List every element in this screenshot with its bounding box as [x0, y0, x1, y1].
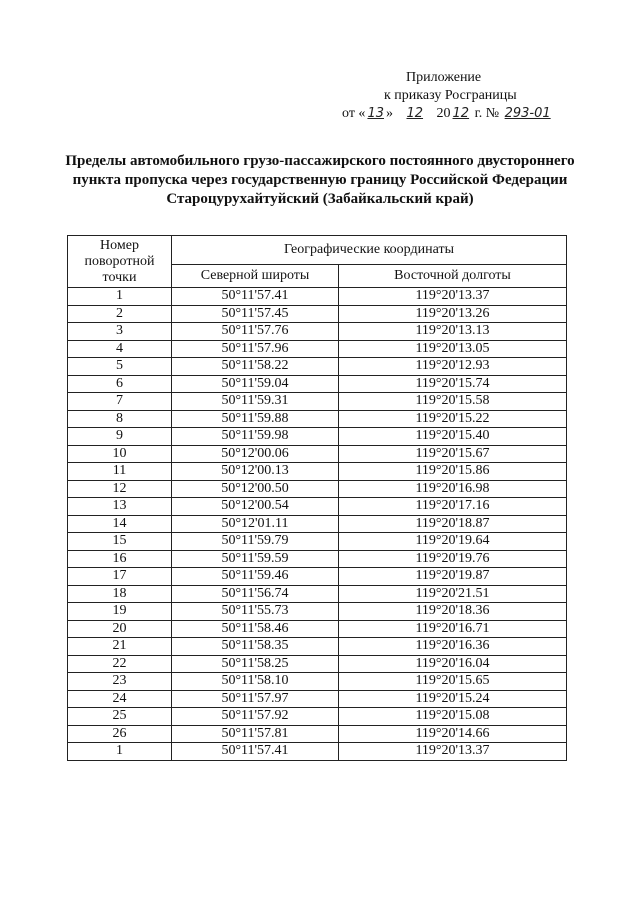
- point-number-cell: 6: [68, 375, 172, 393]
- latitude-cell: 50°11'59.46: [172, 568, 339, 586]
- latitude-cell: 50°11'57.41: [172, 743, 339, 761]
- latitude-cell: 50°12'01.11: [172, 515, 339, 533]
- latitude-cell: 50°11'57.41: [172, 288, 339, 306]
- title-line-3: Староцурухайтуйский (Забайкальский край): [166, 191, 474, 207]
- table-row: [68, 673, 567, 691]
- longitude-cell: 119°20'19.87: [339, 568, 567, 586]
- longitude-cell: 119°20'18.36: [339, 603, 567, 621]
- latitude-cell: 50°11'57.81: [172, 725, 339, 743]
- point-number-cell: 4: [68, 340, 172, 358]
- appendix-label: Приложение: [406, 70, 482, 85]
- point-number-cell: 20: [68, 620, 172, 638]
- point-number-cell: 13: [68, 498, 172, 516]
- longitude-cell: 119°20'13.26: [339, 305, 567, 323]
- table-row: [68, 445, 567, 463]
- longitude-cell: 119°20'21.51: [339, 585, 567, 603]
- table-row: [68, 655, 567, 673]
- table-row: [68, 410, 567, 428]
- point-number-cell: 5: [68, 358, 172, 376]
- point-number-cell: 1: [68, 288, 172, 306]
- point-number-cell: 3: [68, 323, 172, 341]
- title-line-1: Пределы автомобильного грузо-пассажирского постоянного двустороннего: [65, 153, 575, 169]
- date-day-handwritten: 13: [367, 106, 384, 121]
- longitude-cell: 119°20'16.04: [339, 655, 567, 673]
- latitude-cell: 50°11'57.92: [172, 708, 339, 726]
- longitude-cell: 119°20'12.93: [339, 358, 567, 376]
- table-row: [68, 550, 567, 568]
- longitude-cell: 119°20'16.71: [339, 620, 567, 638]
- table-row: [68, 480, 567, 498]
- point-number-cell: 1: [68, 743, 172, 761]
- table-row: [68, 743, 567, 761]
- longitude-cell: 119°20'18.87: [339, 515, 567, 533]
- longitude-cell: 119°20'15.58: [339, 393, 567, 411]
- longitude-cell: 119°20'15.65: [339, 673, 567, 691]
- table-row: [68, 375, 567, 393]
- appendix-order-ref: к приказу Росграницы: [384, 88, 517, 103]
- point-number-cell: 19: [68, 603, 172, 621]
- point-number-cell: 2: [68, 305, 172, 323]
- table-row: [68, 288, 567, 306]
- point-number-cell: 15: [68, 533, 172, 551]
- point-number-cell: 23: [68, 673, 172, 691]
- latitude-cell: 50°11'57.97: [172, 690, 339, 708]
- longitude-cell: 119°20'15.08: [339, 708, 567, 726]
- latitude-cell: 50°11'59.88: [172, 410, 339, 428]
- table-row: [68, 533, 567, 551]
- table-row: [68, 323, 567, 341]
- latitude-cell: 50°12'00.06: [172, 445, 339, 463]
- table-row: [68, 428, 567, 446]
- point-number-cell: 22: [68, 655, 172, 673]
- coordinates-table: [67, 235, 567, 761]
- latitude-cell: 50°11'57.45: [172, 305, 339, 323]
- longitude-cell: 119°20'17.16: [339, 498, 567, 516]
- point-number-cell: 10: [68, 445, 172, 463]
- latitude-cell: 50°12'00.13: [172, 463, 339, 481]
- table-body: [68, 288, 567, 761]
- document-title: [40, 152, 600, 209]
- header-point-number: Номер поворотной точки: [68, 236, 172, 288]
- table-row: [68, 393, 567, 411]
- table-row: [68, 498, 567, 516]
- longitude-cell: 119°20'13.05: [339, 340, 567, 358]
- point-number-cell: 12: [68, 480, 172, 498]
- table-row: [68, 568, 567, 586]
- point-number-cell: 21: [68, 638, 172, 656]
- table-row: [68, 638, 567, 656]
- table-row: [68, 603, 567, 621]
- latitude-cell: 50°11'58.46: [172, 620, 339, 638]
- order-number-prefix: г. №: [474, 106, 500, 121]
- point-number-cell: 9: [68, 428, 172, 446]
- point-number-cell: 11: [68, 463, 172, 481]
- longitude-cell: 119°20'13.37: [339, 743, 567, 761]
- table-row: [68, 463, 567, 481]
- longitude-cell: 119°20'15.86: [339, 463, 567, 481]
- latitude-cell: 50°12'00.50: [172, 480, 339, 498]
- point-number-cell: 26: [68, 725, 172, 743]
- table-row: [68, 305, 567, 323]
- point-number-cell: 8: [68, 410, 172, 428]
- longitude-cell: 119°20'14.66: [339, 725, 567, 743]
- longitude-cell: 119°20'13.13: [339, 323, 567, 341]
- table-row: [68, 515, 567, 533]
- table-row: [68, 725, 567, 743]
- date-day-suffix: »: [385, 106, 393, 121]
- date-year-prefix: 20: [436, 106, 451, 121]
- latitude-cell: 50°11'57.76: [172, 323, 339, 341]
- header-longitude: Восточной долготы: [339, 265, 567, 288]
- latitude-cell: 50°11'58.25: [172, 655, 339, 673]
- point-number-cell: 16: [68, 550, 172, 568]
- latitude-cell: 50°11'59.31: [172, 393, 339, 411]
- date-month-handwritten: 12: [406, 106, 424, 121]
- latitude-cell: 50°11'59.04: [172, 375, 339, 393]
- longitude-cell: 119°20'15.22: [339, 410, 567, 428]
- title-line-2: пункта пропуска через государственную границу Российской Федерации: [72, 172, 568, 188]
- date-from-prefix: от «: [342, 106, 366, 121]
- longitude-cell: 119°20'15.67: [339, 445, 567, 463]
- longitude-cell: 119°20'16.36: [339, 638, 567, 656]
- table-row: [68, 690, 567, 708]
- date-year-handwritten: 12: [452, 106, 470, 121]
- latitude-cell: 50°12'00.54: [172, 498, 339, 516]
- longitude-cell: 119°20'15.74: [339, 375, 567, 393]
- longitude-cell: 119°20'19.76: [339, 550, 567, 568]
- longitude-cell: 119°20'16.98: [339, 480, 567, 498]
- table-row: [68, 358, 567, 376]
- latitude-cell: 50°11'56.74: [172, 585, 339, 603]
- point-number-cell: 25: [68, 708, 172, 726]
- table-row: [68, 708, 567, 726]
- point-number-cell: 24: [68, 690, 172, 708]
- latitude-cell: 50°11'59.79: [172, 533, 339, 551]
- longitude-cell: 119°20'15.40: [339, 428, 567, 446]
- table-row: [68, 620, 567, 638]
- point-number-cell: 18: [68, 585, 172, 603]
- point-number-cell: 14: [68, 515, 172, 533]
- longitude-cell: 119°20'19.64: [339, 533, 567, 551]
- latitude-cell: 50°11'57.96: [172, 340, 339, 358]
- longitude-cell: 119°20'15.24: [339, 690, 567, 708]
- latitude-cell: 50°11'59.98: [172, 428, 339, 446]
- latitude-cell: 50°11'55.73: [172, 603, 339, 621]
- point-number-cell: 7: [68, 393, 172, 411]
- header-latitude: Северной широты: [172, 265, 339, 288]
- table-row: [68, 340, 567, 358]
- table-row: [68, 585, 567, 603]
- order-number-handwritten: 293-01: [504, 106, 551, 121]
- longitude-cell: 119°20'13.37: [339, 288, 567, 306]
- latitude-cell: 50°11'58.35: [172, 638, 339, 656]
- latitude-cell: 50°11'59.59: [172, 550, 339, 568]
- point-number-cell: 17: [68, 568, 172, 586]
- latitude-cell: 50°11'58.10: [172, 673, 339, 691]
- appendix-date-line: [342, 104, 553, 123]
- latitude-cell: 50°11'58.22: [172, 358, 339, 376]
- header-geo-coordinates: Географические координаты: [172, 236, 567, 265]
